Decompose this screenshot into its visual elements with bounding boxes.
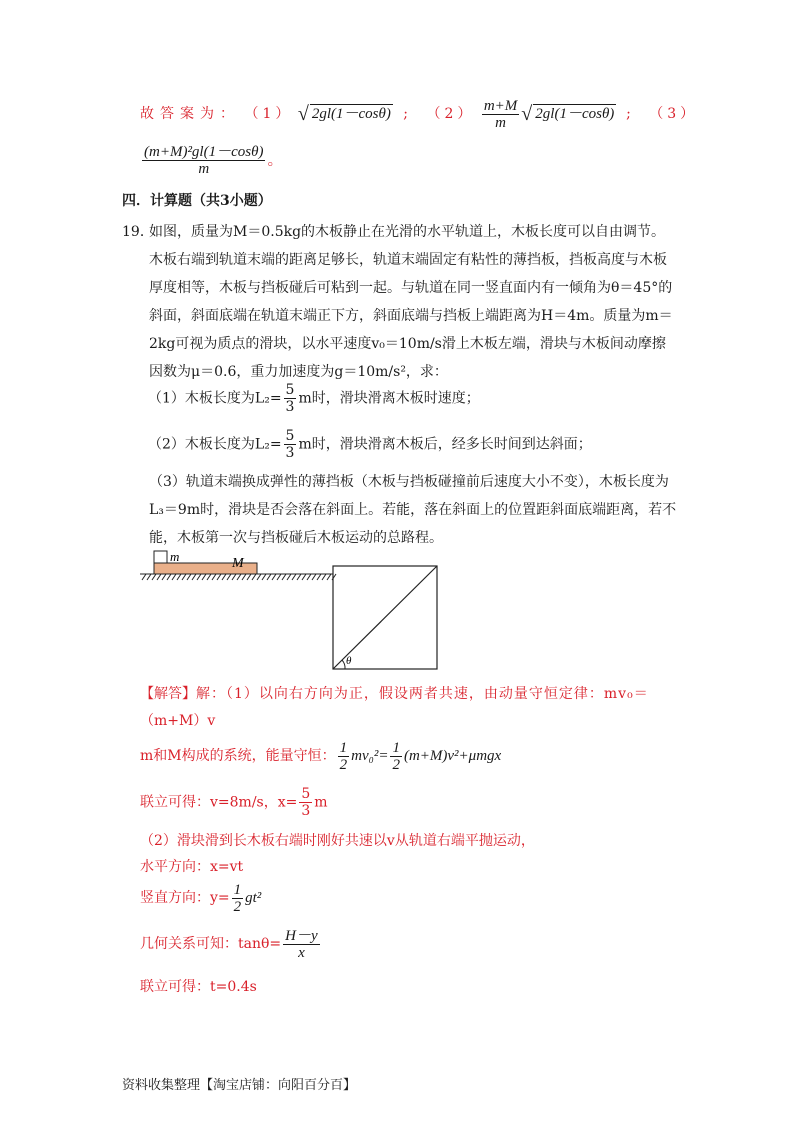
hatch-mark	[242, 574, 246, 580]
question-2	[148, 428, 592, 461]
solution-line-2	[140, 740, 501, 773]
solution-line-6	[140, 882, 261, 915]
answer-line-1: 故答案为： （1） √ 2gl(1－cosθ) ; （2） $\frac{m+M}{m}$ √ 2gl(1－cosθ) ; （3）	[140, 98, 699, 131]
physics-figure	[140, 548, 450, 673]
answer-label: 故答案为：	[140, 105, 240, 122]
hatch-mark	[277, 574, 281, 580]
hatch-mark	[247, 574, 251, 580]
hatch-mark	[252, 574, 256, 580]
s6-num: 1	[233, 882, 242, 898]
s7-den: x	[298, 945, 305, 961]
hatch-mark	[287, 574, 291, 580]
s2-t1: mv₀²=	[351, 747, 389, 764]
s6-post: gt²	[245, 889, 262, 906]
s7-pre: 几何关系可知：tanθ=	[140, 935, 282, 952]
hatch-mark	[312, 574, 316, 580]
hatch-mark	[322, 574, 326, 580]
hatch-mark	[147, 574, 151, 580]
hatch-mark	[207, 574, 211, 580]
hatch-mark	[237, 574, 241, 580]
answer-2-den: m	[495, 115, 506, 131]
answer-p1: （1）	[244, 105, 294, 122]
solution-line-5: 水平方向：x=vt	[140, 859, 244, 875]
q2-den: 3	[285, 445, 295, 461]
hatch-mark	[222, 574, 226, 580]
sqrt-icon: √	[297, 102, 309, 125]
s2-pre: m和M构成的系统，能量守恒：	[140, 747, 336, 764]
hatch-mark	[142, 574, 146, 580]
q2-post: m时，滑块滑离木板后，经多长时间到达斜面；	[298, 436, 592, 453]
hatch-mark	[157, 574, 161, 580]
hatch-mark	[172, 574, 176, 580]
hatch-mark	[302, 574, 306, 580]
hatch-mark	[167, 574, 171, 580]
hatch-mark	[197, 574, 201, 580]
answer-3-end: 。	[267, 150, 283, 169]
answer-2-num: m+M	[483, 98, 518, 114]
question-1	[148, 382, 480, 415]
footer-text: 资料收集整理【淘宝店铺：向阳百分百】	[122, 1078, 357, 1093]
q2-num: 5	[285, 428, 295, 444]
block-m	[154, 551, 167, 563]
label-theta: θ	[346, 655, 352, 667]
s2-f1: 1	[339, 740, 348, 756]
answer-line-2	[140, 144, 282, 177]
q1-pre: （1）木板长度为L₂=	[148, 390, 282, 407]
hatch-mark	[282, 574, 286, 580]
s2-d2: 2	[392, 757, 400, 773]
problem-text: 如图，质量为M＝0.5kg的木板静止在光滑的水平轨道上，木板长度可以自由调节。木板右端到轨道末端的距离足够长，轨道末端固定有粘性的薄挡板，挡板高度与木板厚度相等，木板与挡板碰后可粘到一起。与轨道在同一竖直面内有一倾角为θ＝45°的斜面，斜面底端在轨道末端正下方，斜面底端与挡板上端距离为H＝4m。质量为m＝2kg可视为质点的滑块，以水平速度v₀＝10m/s滑上木板左端，滑块与木板间动摩擦因数为μ＝0.6，重力加速度为g＝10m/s²，求：	[149, 224, 673, 380]
hatch-mark	[182, 574, 186, 580]
s7-num: H－y	[285, 928, 318, 944]
hatch-mark	[212, 574, 216, 580]
incline-line	[333, 566, 437, 669]
s3-post: m	[314, 794, 328, 811]
answer-3-num: (m+M)²gl(1－cosθ)	[144, 144, 264, 160]
label-M: M	[232, 556, 244, 571]
hatch-mark	[192, 574, 196, 580]
solution-line-1b: （m+M）v	[140, 713, 216, 729]
hatch-mark	[267, 574, 271, 580]
solution-line-7	[140, 928, 322, 961]
hatch-mark	[217, 574, 221, 580]
hatch-mark	[327, 574, 331, 580]
s2-d1: 2	[339, 757, 348, 773]
s2-t2: (m+M)v²+μmgx	[403, 747, 502, 764]
q2-pre: （2）木板长度为L₂=	[148, 436, 282, 453]
q1-den: 3	[285, 399, 295, 415]
hatch-mark	[202, 574, 206, 580]
answer-p2: （2）	[426, 105, 476, 122]
hatch-mark	[227, 574, 231, 580]
s3-num: 5	[301, 786, 311, 802]
s2-f2: 1	[392, 740, 400, 756]
solution-s1a: 解：（1）以向右方向为正，假设两者共速，由动量守恒定律：mv₀＝	[196, 686, 649, 702]
hatch-mark	[272, 574, 276, 580]
hatch-mark	[177, 574, 181, 580]
q1-num: 5	[285, 382, 295, 398]
solution-line-8: 联立可得：t=0.4s	[140, 979, 257, 995]
q1-post: m时，滑块滑离木板时速度；	[298, 390, 480, 407]
question-3: （3）轨道末端换成弹性的薄挡板（木板与挡板碰撞前后速度大小不变），木板长度为L₃＝9m时，滑块是否会落在斜面上。若能，落在斜面上的位置距斜面底端距离，若不能，木板第一次与挡板碰后木板运动的总路程。	[149, 474, 677, 546]
hatch-mark	[257, 574, 261, 580]
label-m: m	[170, 549, 180, 564]
hatch-mark	[307, 574, 311, 580]
problem-number: 19．	[122, 224, 154, 240]
answer-1: 2gl(1－cosθ)	[311, 105, 391, 122]
solution-line-3	[140, 786, 328, 819]
answer-2-root: 2gl(1－cosθ)	[535, 105, 615, 122]
s6-pre: 竖直方向：y=	[140, 889, 230, 906]
hatch-mark	[187, 574, 191, 580]
hatch-mark	[232, 574, 236, 580]
s3-pre: 联立可得：v=8m/s，x=	[140, 794, 298, 811]
s3-den: 3	[301, 803, 311, 819]
sqrt-icon: √	[521, 102, 533, 125]
answer-3-den: m	[198, 161, 210, 177]
solution-line-4: （2）滑块滑到长木板右端时刚好共速以v从轨道右端平抛运动，	[140, 833, 535, 849]
hatch-mark	[152, 574, 156, 580]
hatch-mark	[292, 574, 296, 580]
section-title: 四．计算题（共3小题）	[122, 193, 272, 209]
ground-hatching	[140, 574, 336, 580]
angle-arc	[342, 660, 345, 669]
hatch-mark	[317, 574, 321, 580]
hatch-mark	[297, 574, 301, 580]
s6-den: 2	[233, 899, 242, 915]
solution-tag: 【解答】	[140, 686, 196, 702]
solution-line-1	[140, 683, 649, 703]
hatch-mark	[162, 574, 166, 580]
answer-p3: （3）	[649, 105, 699, 122]
hatch-mark	[262, 574, 266, 580]
